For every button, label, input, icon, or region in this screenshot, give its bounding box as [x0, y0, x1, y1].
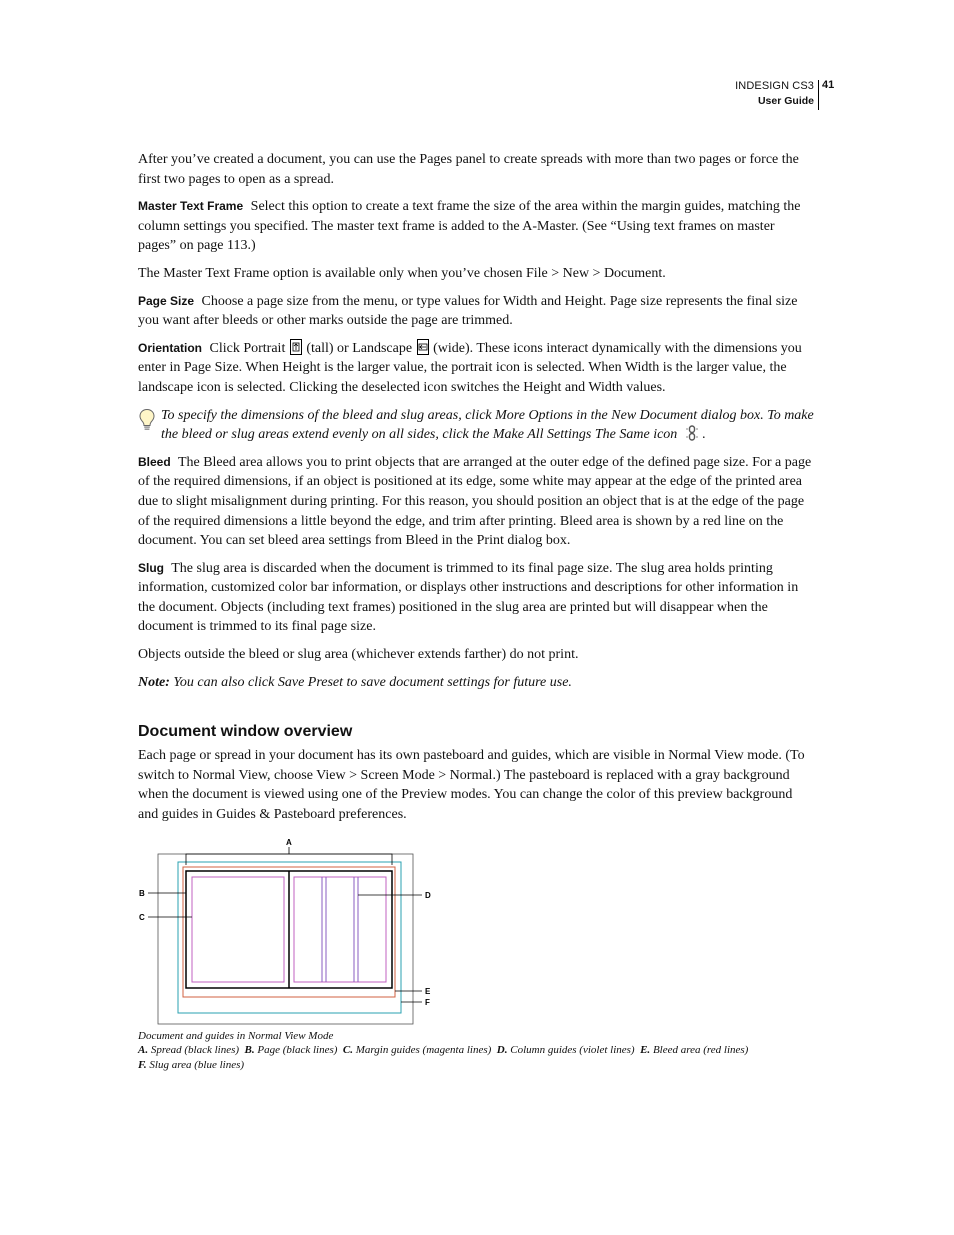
orientation-text-2: (tall) or Landscape — [306, 340, 413, 356]
legend-c-text: Margin guides (magenta lines) — [355, 1044, 492, 1057]
outside-paragraph: Objects outside the bleed or slug area (whichever extends farther) do not print. — [138, 647, 579, 663]
legend-d-text: Column guides (violet lines) — [510, 1044, 635, 1057]
legend-b-letter: B. — [244, 1044, 255, 1057]
slug-paragraph — [138, 559, 814, 637]
landscape-icon — [416, 339, 430, 355]
legend-b-text: Page (black lines) — [257, 1044, 338, 1057]
caption-title: Document and guides in Normal View Mode — [138, 1029, 334, 1042]
page-size-paragraph — [138, 292, 814, 331]
master-text-frame-paragraph — [138, 197, 814, 256]
page-size-term: Page Size — [138, 293, 195, 308]
portrait-icon — [289, 339, 303, 355]
header-guide: User Guide — [757, 95, 814, 107]
legend-a-letter: A. — [138, 1044, 149, 1057]
lightbulb-icon — [138, 408, 156, 432]
slug-term: Slug — [138, 560, 164, 575]
legend-e-letter: E. — [640, 1044, 651, 1057]
page-number: 41 — [822, 79, 835, 91]
running-header — [735, 79, 814, 109]
callout-e: E — [425, 986, 431, 996]
page-content — [138, 150, 814, 1072]
orientation-text-3: (wide). These icons interact dynamically with the dimensions you enter in Page Size. When Height is the larger value, the portrait icon is selected. When Width is the larger value, the landscape icon is selected. Clicking the deselected icon switches the Height and Width values. — [138, 340, 802, 395]
page-size-text: Choose a page size from the menu, or type values for Width and Height. Page size represents the final size you want after bleeds or other marks outside the page are trimmed. — [138, 293, 798, 329]
section-paragraph: Each page or spread in your document has its own pasteboard and guides, which are visible in Normal View mode. (To switch to Normal View, choose View > Screen Mode > Normal.) The pasteboard is replaced with a gray background when the document is viewed using one of the Preview modes. You can change the color of this preview background and guides in Guides & Pasteboard preferences. — [138, 748, 805, 823]
note-paragraph — [138, 673, 814, 693]
callout-b: B — [139, 888, 145, 898]
orientation-paragraph — [138, 339, 814, 398]
callout-f: F — [425, 997, 430, 1007]
callout-a: A — [286, 837, 292, 847]
tip-text: To specify the dimensions of the bleed and slug areas, click More Options in the New Document dialog box. To make the bleed or slug areas extend evenly on all sides, click the Make All Settings The Same icon — [161, 407, 814, 443]
legend-c-letter: C. — [342, 1044, 353, 1057]
master-text-frame-text: Select this option to create a text frame the size of the area within the margin guides, matching the column settings you specified. The master text frame is added to the A-Master. (See “Using text frames on master pages” on page 113.) — [138, 199, 801, 254]
note-text: You can also click Save Preset to save document settings for future use. — [173, 674, 572, 690]
callout-c: C — [139, 912, 145, 922]
bleed-term: Bleed — [138, 454, 171, 469]
caption-legend — [138, 1043, 814, 1072]
master-text-frame-term: Master Text Frame — [138, 199, 244, 214]
orientation-text-1: Click Portrait — [209, 340, 286, 356]
callout-d: D — [425, 890, 431, 900]
legend-f-text: Slug area (blue lines) — [149, 1058, 245, 1071]
chain-link-icon — [685, 425, 699, 441]
tip-paragraph — [138, 406, 814, 445]
section-heading: Document window overview — [138, 723, 353, 741]
bleed-text: The Bleed area allows you to print objects that are arranged at the outer edge of the defined page size. For a page of the required dimensions, if an object is positioned at its edge, some white may appear at the edge of the printed area due to slight misalignment during printing. For this reason, you should position an object that is at the edge of the page of the required dimensions a little beyond the edge, and trim after printing. Bleed area is shown by a red line on the document. You can set bleed area settings from Bleed in the Print dialog box. — [138, 454, 812, 549]
figure-diagram — [138, 837, 814, 1027]
note-label: Note: — [138, 674, 170, 690]
header-product: INDESIGN CS3 — [735, 80, 814, 92]
header-divider — [818, 80, 819, 110]
intro-paragraph: After you’ve created a document, you can use the Pages panel to create spreads with more than two pages or force the first two pages to open as a spread. — [138, 152, 799, 187]
slug-text: The slug area is discarded when the document is trimmed to its final page size. The slug area holds printing information, customized color bar information, or displays other instructions and descriptions for other information in the document. Objects (including text frames) positioned in the slug area are printed but will disappear when the document is trimmed to its final page size. — [138, 560, 799, 635]
tip-end: . — [702, 427, 706, 443]
legend-f-letter: F. — [138, 1058, 147, 1071]
bleed-paragraph — [138, 453, 814, 551]
figure-caption — [138, 1029, 814, 1073]
master-note-paragraph: The Master Text Frame option is available only when you’ve chosen File > New > Document. — [138, 265, 666, 281]
legend-e-text: Bleed area (red lines) — [652, 1044, 749, 1057]
orientation-term: Orientation — [138, 340, 203, 355]
document-window-figure — [138, 837, 814, 1027]
legend-d-letter: D. — [496, 1044, 508, 1057]
legend-a-text: Spread (black lines) — [150, 1044, 240, 1057]
